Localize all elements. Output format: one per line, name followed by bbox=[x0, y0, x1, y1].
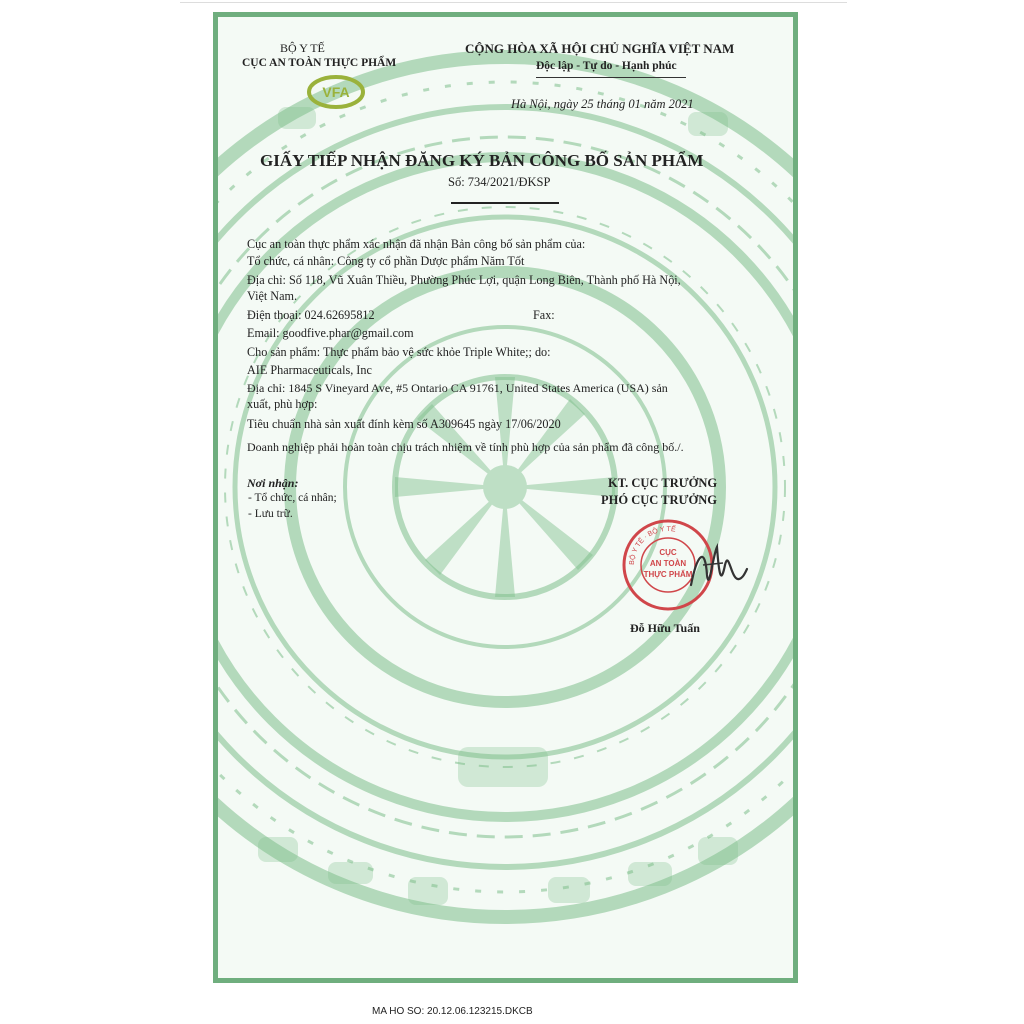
svg-text:VFA: VFA bbox=[322, 84, 350, 100]
certificate-document bbox=[213, 12, 798, 983]
national-motto: Độc lập - Tự do - Hạnh phúc bbox=[536, 60, 677, 72]
motto-underline bbox=[536, 77, 686, 78]
ministry-name: BỘ Y TẾ bbox=[280, 41, 325, 55]
recipients-heading: Nơi nhận: bbox=[247, 476, 299, 490]
dossier-code: MA HO SO: 20.12.06.123215.DKCB bbox=[372, 1006, 533, 1017]
handwritten-signature bbox=[683, 535, 753, 605]
top-divider bbox=[180, 2, 847, 3]
organization-line: Tổ chức, cá nhân: Công ty cổ phần Dược phẩm Năm Tốt bbox=[247, 254, 525, 268]
intro-line: Cục an toàn thực phẩm xác nhận đã nhận Bản công bố sản phẩm của: bbox=[247, 237, 586, 251]
phone-line: Điện thoại: 024.62695812 bbox=[247, 308, 375, 322]
manufacturer-line: AIE Pharmaceuticals, Inc bbox=[247, 363, 372, 377]
title-underline bbox=[451, 202, 559, 204]
svg-text:CỤC: CỤC bbox=[659, 548, 677, 557]
country-name: CỘNG HÒA XÃ HỘI CHỦ NGHĨA VIỆT NAM bbox=[465, 41, 735, 56]
signatory-subtitle: PHÓ CỤC TRƯỞNG bbox=[601, 493, 717, 507]
organization-address-cont: Việt Nam. bbox=[247, 289, 298, 303]
manufacturer-address: Địa chỉ: 1845 S Vineyard Ave, #5 Ontario CA 91761, United States America (USA) sản bbox=[247, 381, 668, 395]
svg-text:AN TOÀN: AN TOÀN bbox=[649, 559, 687, 568]
signatory-name: Đỗ Hữu Tuấn bbox=[630, 621, 700, 635]
recipient-item: - Lưu trữ. bbox=[248, 508, 293, 520]
vfa-logo bbox=[306, 72, 366, 110]
svg-text:THỰC PHẨM: THỰC PHẨM bbox=[643, 570, 693, 579]
product-line: Cho sản phẩm: Thực phẩm bảo vệ sức khỏe Triple White;; do: bbox=[247, 345, 551, 359]
standard-line: Tiêu chuẩn nhà sản xuất đính kèm số A309645 ngày 17/06/2020 bbox=[247, 417, 561, 431]
signatory-title: KT. CỤC TRƯỞNG bbox=[608, 476, 718, 490]
agency-name: CỤC AN TOÀN THỰC PHẨM bbox=[242, 57, 397, 69]
fax-line: Fax: bbox=[533, 308, 555, 322]
svg-text:BỘ Y TẾ · BỘ Y TẾ: BỘ Y TẾ · BỘ Y TẾ bbox=[628, 525, 677, 566]
email-line: Email: goodfive.phar@gmail.com bbox=[247, 326, 414, 340]
organization-address: Địa chỉ: Số 118, Vũ Xuân Thiều, Phường Phúc Lợi, quận Long Biên, Thành phố Hà Nội, bbox=[247, 273, 681, 287]
responsibility-line: Doanh nghiệp phải hoàn toàn chịu trách nhiệm về tính phù hợp của sản phẩm đã công bố./. bbox=[247, 440, 684, 454]
document-number: Số: 734/2021/ĐKSP bbox=[448, 175, 551, 189]
document-title: GIẤY TIẾP NHẬN ĐĂNG KÝ BẢN CÔNG BỐ SẢN PHẨM bbox=[260, 151, 704, 170]
recipient-item: - Tổ chức, cá nhân; bbox=[248, 492, 337, 504]
issue-date: Hà Nội, ngày 25 tháng 01 năm 2021 bbox=[511, 97, 694, 111]
manufacturer-address-cont: xuất, phù hợp: bbox=[247, 397, 318, 411]
